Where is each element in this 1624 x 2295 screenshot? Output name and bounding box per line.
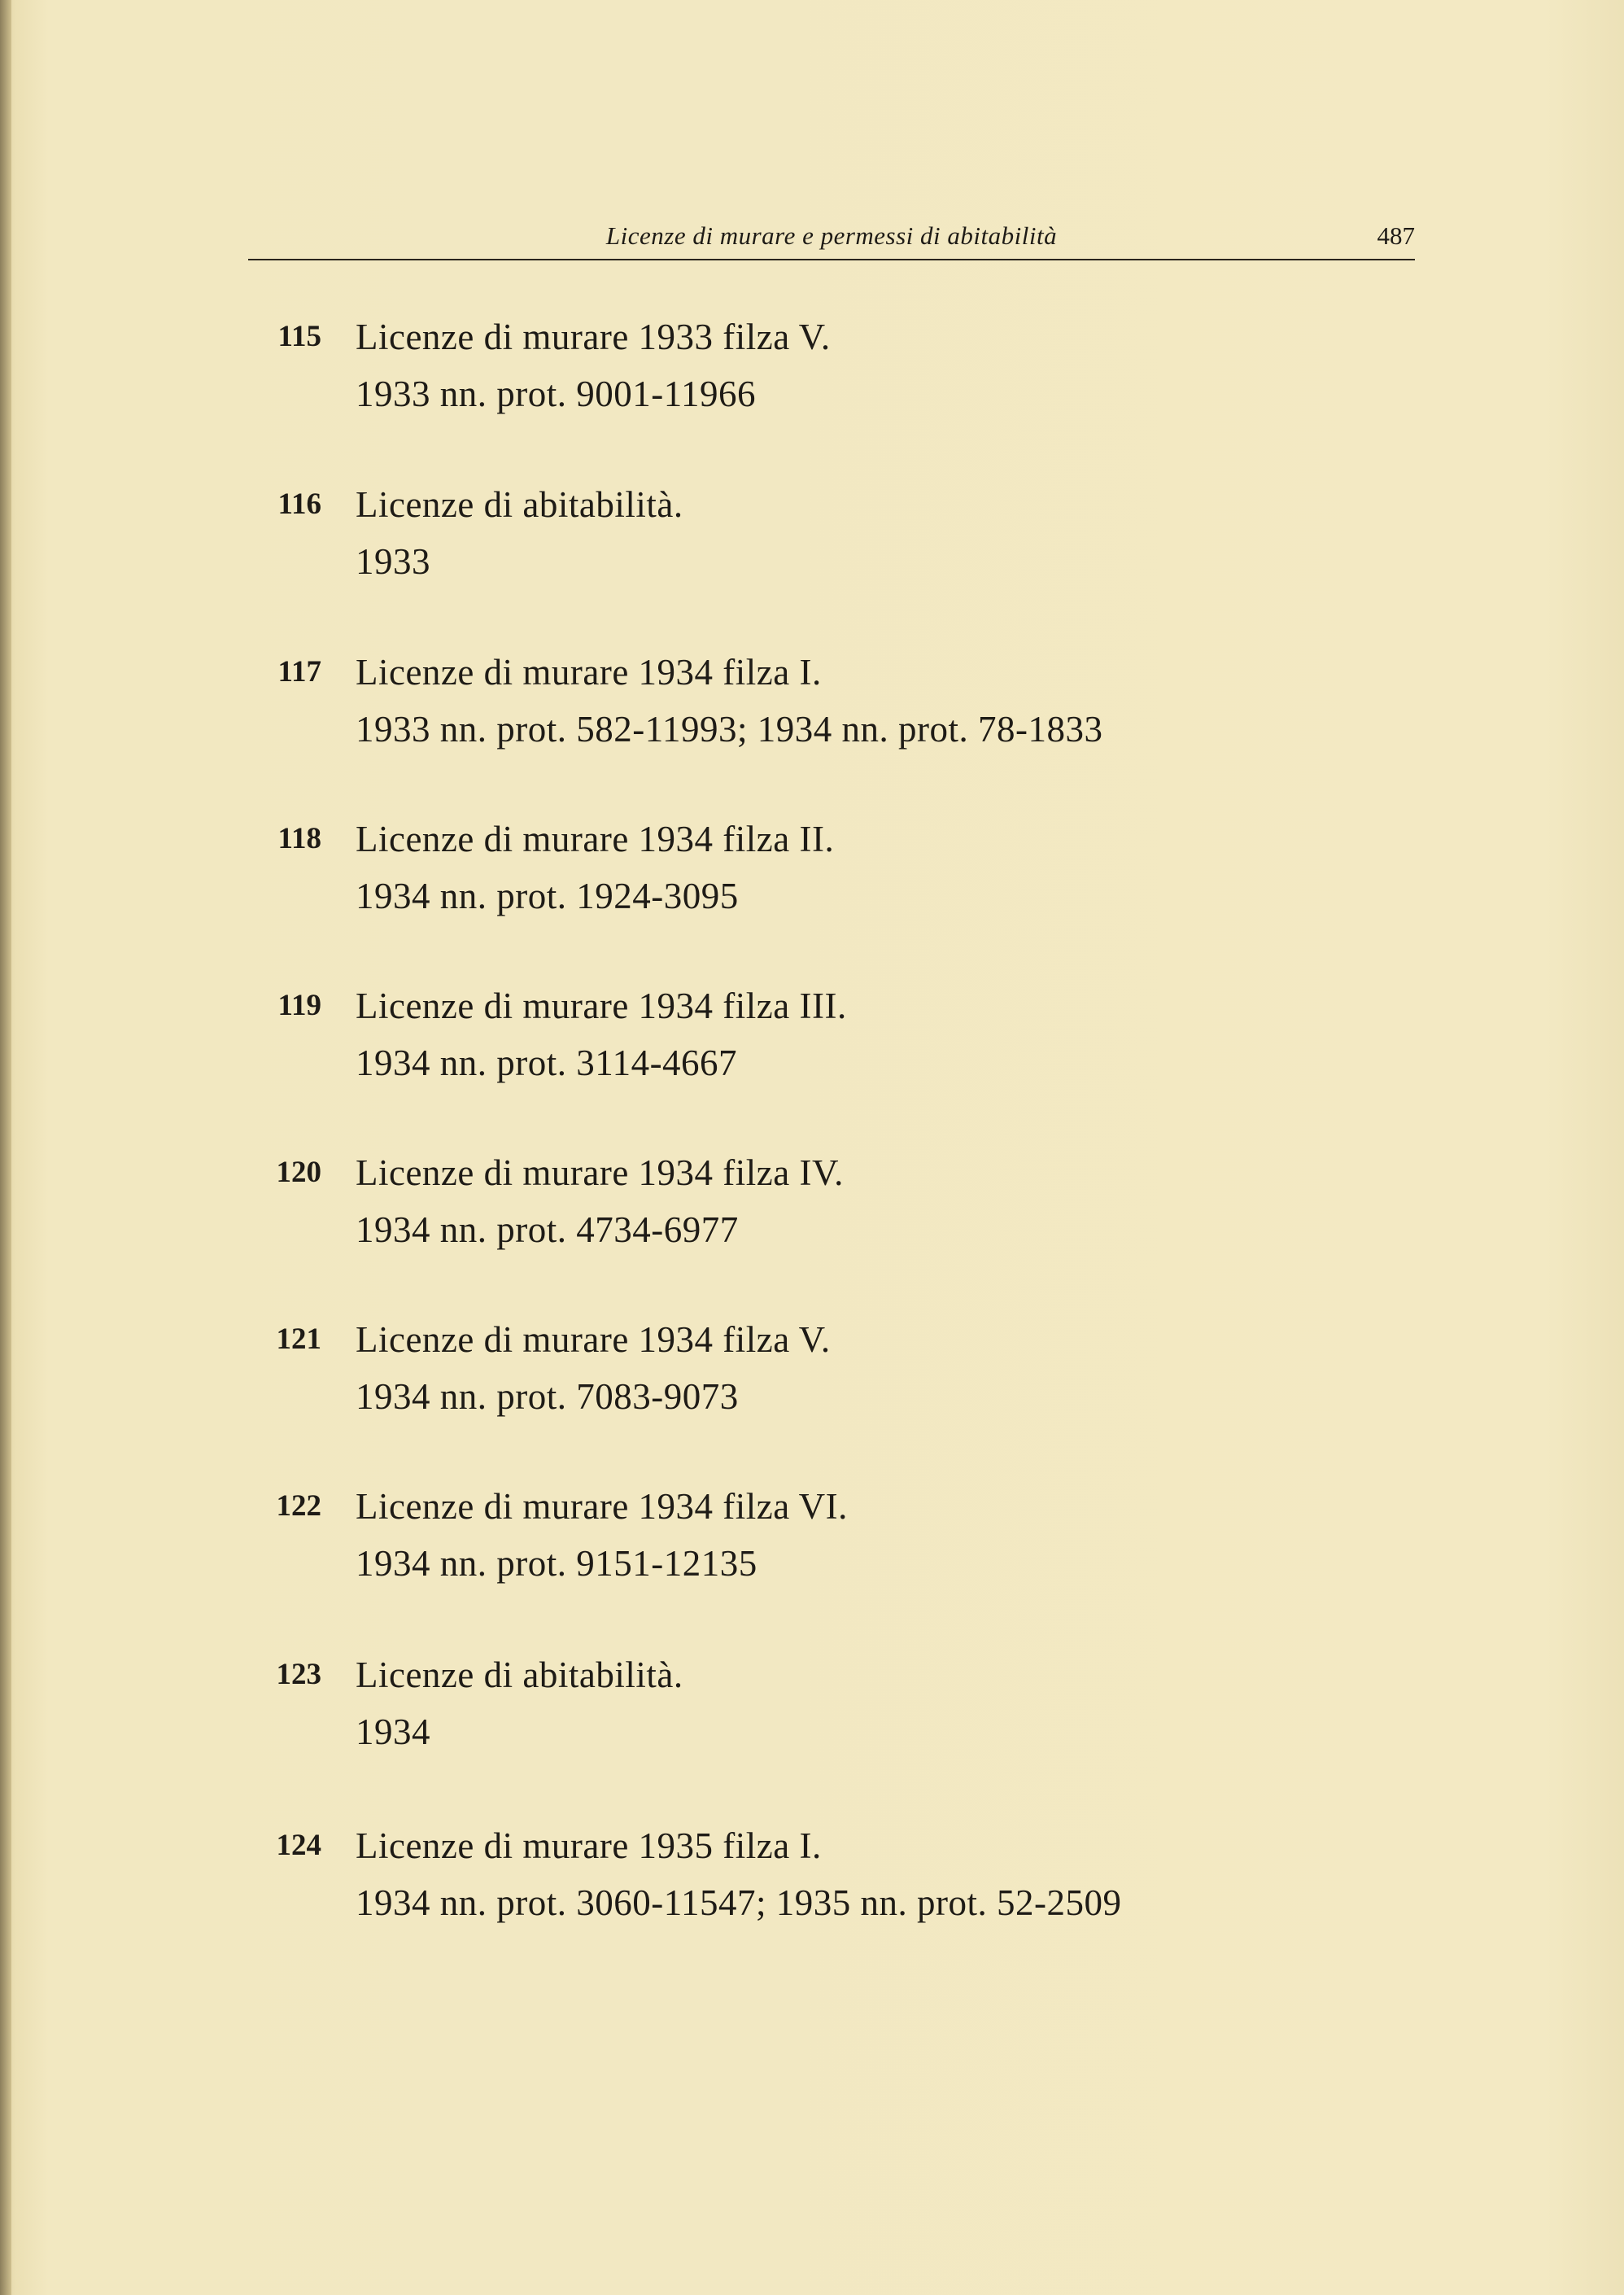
entry-detail: 1934 nn. prot. 7083-9073 <box>356 1376 739 1417</box>
entry-detail: 1933 nn. prot. 582-11993; 1934 nn. prot. 78-1833 <box>356 709 1103 750</box>
entry-number: 120 <box>276 1156 321 1189</box>
entry-detail: 1934 nn. prot. 1924-3095 <box>356 876 739 916</box>
entry-number: 118 <box>277 822 321 855</box>
entry-number: 117 <box>277 655 321 688</box>
entry-title: Licenze di abitabilità. <box>356 1655 683 1695</box>
entry-title: Licenze di murare 1934 filza II. <box>356 819 835 859</box>
entry-title: Licenze di murare 1934 filza I. <box>356 652 822 693</box>
entry-number: 122 <box>276 1489 321 1523</box>
list-item <box>248 810 1387 932</box>
header-rule <box>248 259 1415 260</box>
list-item <box>248 977 1387 1099</box>
entry-detail: 1934 <box>356 1711 430 1752</box>
page-number: 487 <box>1377 221 1415 250</box>
entry-title: Licenze di abitabilità. <box>356 484 683 525</box>
entry-title: Licenze di murare 1935 filza I. <box>356 1825 822 1866</box>
entry-number: 119 <box>277 989 321 1022</box>
entry-number: 124 <box>276 1829 321 1862</box>
entry-detail: 1934 nn. prot. 9151-12135 <box>356 1543 757 1584</box>
list-item <box>248 1646 1387 1768</box>
entry-title: Licenze di murare 1934 filza III. <box>356 986 847 1026</box>
list-item <box>248 1143 1387 1266</box>
entry-title: Licenze di murare 1934 filza IV. <box>356 1152 844 1193</box>
list-item <box>248 475 1387 597</box>
page-spine-edge <box>0 0 11 2295</box>
entry-number: 121 <box>276 1322 321 1356</box>
entry-title: Licenze di murare 1934 filza VI. <box>356 1486 848 1527</box>
running-header <box>248 218 1415 260</box>
entry-detail: 1934 nn. prot. 3060-11547; 1935 nn. prot. 52-2509 <box>356 1882 1122 1923</box>
list-item <box>248 1310 1387 1432</box>
running-title: Licenze di murare e permessi di abitabilità <box>605 221 1058 250</box>
entry-number: 116 <box>277 487 321 521</box>
list-item <box>248 1816 1387 1939</box>
entry-detail: 1933 <box>356 541 430 582</box>
list-item <box>248 643 1387 765</box>
list-item <box>248 308 1387 430</box>
entry-detail: 1934 nn. prot. 3114-4667 <box>356 1043 738 1083</box>
entry-detail: 1933 nn. prot. 9001-11966 <box>356 374 757 414</box>
entry-number: 115 <box>277 320 321 353</box>
entry-title: Licenze di murare 1933 filza V. <box>356 317 831 357</box>
entry-title: Licenze di murare 1934 filza V. <box>356 1319 831 1360</box>
entry-number: 123 <box>276 1658 321 1691</box>
list-item <box>248 1477 1387 1599</box>
entry-detail: 1934 nn. prot. 4734-6977 <box>356 1209 739 1250</box>
